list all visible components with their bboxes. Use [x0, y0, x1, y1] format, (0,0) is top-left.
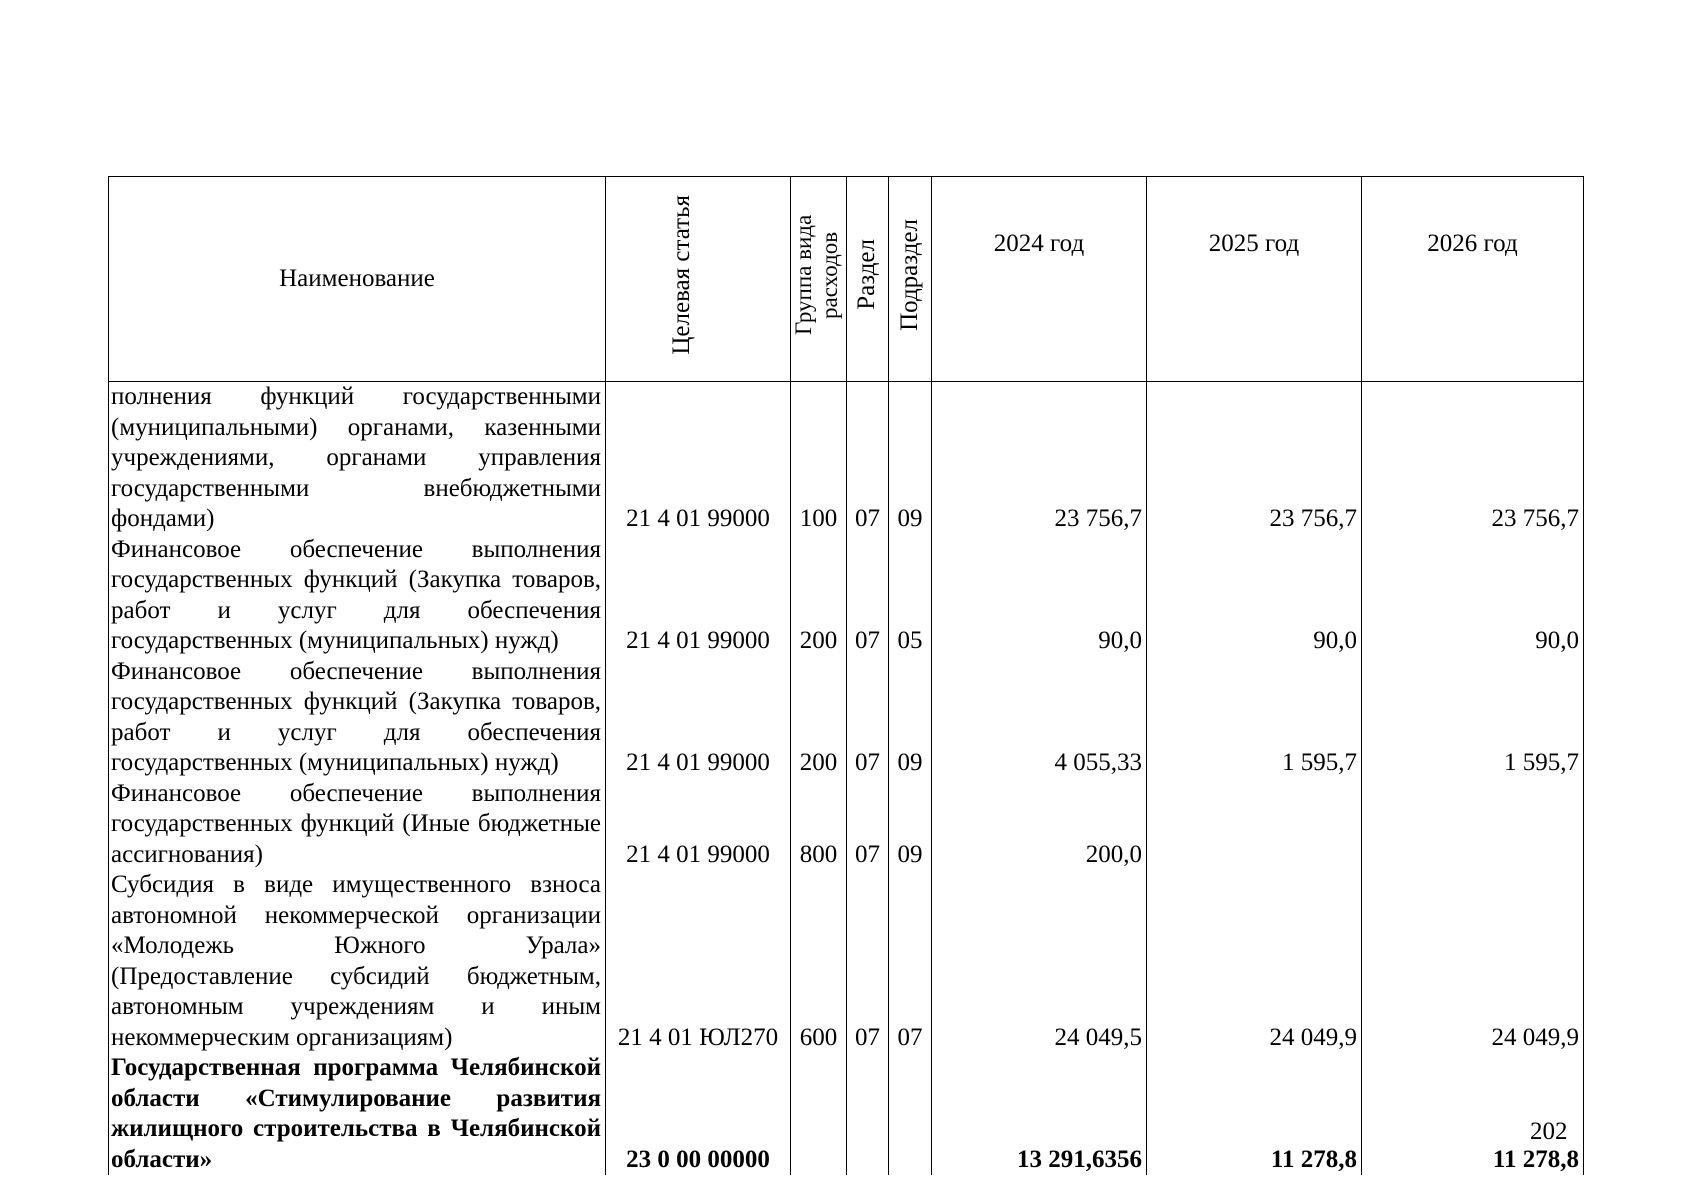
table-row-program	[109, 1053, 1584, 1175]
row-2026: 90,0	[1362, 535, 1584, 657]
row-2025: 23 756,7	[1147, 382, 1362, 535]
row-section: 07	[847, 657, 889, 779]
row-2024: 200,0	[932, 779, 1147, 871]
row-expense-group: 800	[791, 779, 847, 871]
row-2026	[1362, 779, 1584, 871]
page-number: 202	[1530, 1118, 1568, 1145]
header-target-article: Целевая статья	[606, 177, 791, 382]
row-2024: 23 756,7	[932, 382, 1147, 535]
table-row	[109, 535, 1584, 657]
row-subsection: 05	[889, 535, 932, 657]
row-target-article: 21 4 01 ЮЛ270	[606, 870, 791, 1053]
row-name: Финансовое обеспечение выполнения государственных функций (Закупка товаров, работ и услуг для обеспечения государственных (муниципальных) нужд)	[109, 535, 606, 657]
row-2025: 24 049,9	[1147, 870, 1362, 1053]
row-subsection: 09	[889, 382, 932, 535]
row-name: полнения функций государственными (муниципальными) органами, казенными учреждениями, органами управления государственными внебюджетными фондами)	[109, 382, 606, 535]
row-2025: 90,0	[1147, 535, 1362, 657]
row-target-article: 21 4 01 99000	[606, 779, 791, 871]
table-header-row	[109, 177, 1584, 382]
row-target-article: 21 4 01 99000	[606, 535, 791, 657]
row-name: Финансовое обеспечение выполнения государственных функций (Закупка товаров, работ и услуг для обеспечения государственных (муниципальных) нужд)	[109, 657, 606, 779]
row-expense-group	[791, 1053, 847, 1175]
row-subsection: 07	[889, 870, 932, 1053]
row-subsection: 09	[889, 779, 932, 871]
budget-table	[108, 176, 1584, 1175]
row-target-article: 23 0 00 00000	[606, 1053, 791, 1175]
header-expense-group: Группа вида расходов	[791, 177, 847, 382]
header-name: Наименование	[109, 177, 606, 382]
header-section: Раздел	[847, 177, 889, 382]
row-name: Финансовое обеспечение выполнения государственных функций (Иные бюджетные ассигнования)	[109, 779, 606, 871]
row-target-article: 21 4 01 99000	[606, 382, 791, 535]
table-row	[109, 870, 1584, 1053]
row-2024: 90,0	[932, 535, 1147, 657]
row-name: Государственная программа Челябинской области «Стимулирование развития жилищного строительства в Челябинской области»	[109, 1053, 606, 1175]
row-name: Субсидия в виде имущественного взноса автономной некоммерческой организации «Молодежь Южного Урала» (Предоставление субсидий бюджетным, автономным учреждениям и иным некоммерческим организациям)	[109, 870, 606, 1053]
row-section: 07	[847, 779, 889, 871]
row-2024: 24 049,5	[932, 870, 1147, 1053]
row-2025: 11 278,8	[1147, 1053, 1362, 1175]
row-expense-group: 200	[791, 535, 847, 657]
row-section: 07	[847, 535, 889, 657]
row-2026: 23 756,7	[1362, 382, 1584, 535]
row-2026: 24 049,9	[1362, 870, 1584, 1053]
row-2026: 11 278,8	[1362, 1053, 1584, 1175]
row-subsection: 09	[889, 657, 932, 779]
row-target-article: 21 4 01 99000	[606, 657, 791, 779]
header-2026: 2026 год	[1362, 177, 1584, 382]
row-2026: 1 595,7	[1362, 657, 1584, 779]
row-2025	[1147, 779, 1362, 871]
row-expense-group: 100	[791, 382, 847, 535]
row-2024: 4 055,33	[932, 657, 1147, 779]
row-2024: 13 291,6356	[932, 1053, 1147, 1175]
row-2025: 1 595,7	[1147, 657, 1362, 779]
header-subsection: Подраздел	[889, 177, 932, 382]
header-2024: 2024 год	[932, 177, 1147, 382]
row-subsection	[889, 1053, 932, 1175]
row-expense-group: 200	[791, 657, 847, 779]
table-row	[109, 779, 1584, 871]
row-section	[847, 1053, 889, 1175]
row-expense-group: 600	[791, 870, 847, 1053]
table-row	[109, 382, 1584, 535]
row-section: 07	[847, 870, 889, 1053]
header-2025: 2025 год	[1147, 177, 1362, 382]
row-section: 07	[847, 382, 889, 535]
table-row	[109, 657, 1584, 779]
